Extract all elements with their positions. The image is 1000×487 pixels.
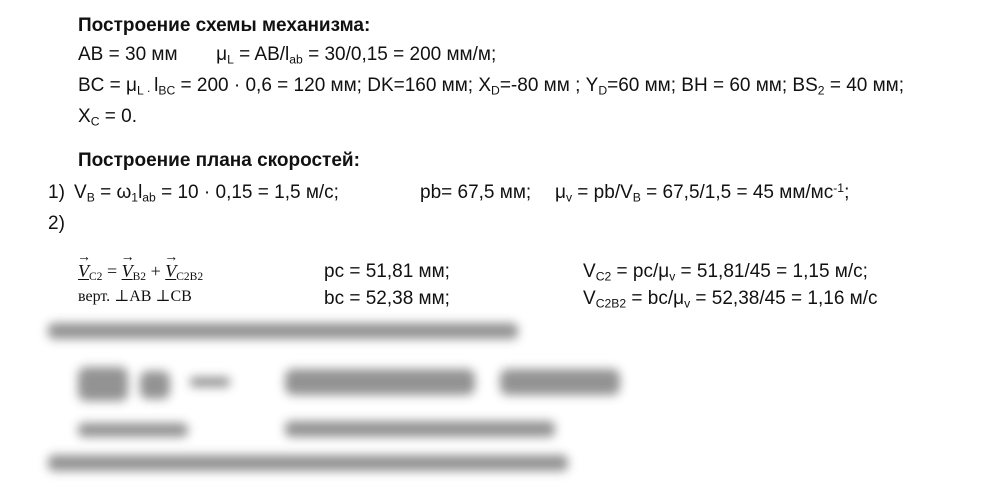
bc-mu: BC = μ bbox=[78, 75, 137, 96]
vector-directions: верт. ⊥AB ⊥CB bbox=[78, 288, 192, 305]
vc2-mu-sub: v bbox=[669, 269, 676, 284]
vb-rest: = 10 · 0,15 = 1,5 м/с; bbox=[155, 182, 339, 203]
item-1-vb bbox=[74, 182, 339, 205]
line-ab-mu-l bbox=[78, 44, 497, 67]
vc2-symbol: V bbox=[583, 261, 596, 282]
vector-equation bbox=[78, 261, 204, 284]
mu-v-rest: = 67,5/1,5 = 45 мм/мс bbox=[640, 182, 834, 203]
xd-sub: D bbox=[491, 83, 500, 98]
mu-l-sub: L bbox=[227, 52, 234, 67]
vc2b2-symbol: V bbox=[583, 288, 596, 309]
pb-value: pb= 67,5 мм; bbox=[420, 182, 532, 203]
vc2-formula bbox=[583, 261, 868, 284]
yd-sub: D bbox=[598, 83, 608, 98]
vc2-rest: = 51,81/45 = 1,15 м/с; bbox=[675, 261, 868, 282]
vec-vc2: → V bbox=[78, 262, 89, 280]
line-bc-parameters bbox=[78, 75, 905, 98]
bs-rest: = 40 мм; bbox=[824, 75, 905, 96]
vc2b2-eq: = bc/μ bbox=[626, 288, 685, 309]
vb-sub: B bbox=[86, 190, 95, 205]
lab-l: l bbox=[138, 182, 143, 203]
mu-v-sub: v bbox=[565, 190, 573, 205]
vc2b2-mu-sub: v bbox=[684, 296, 691, 311]
section-title-velocity-plan: Построение плана скоростей: bbox=[78, 150, 360, 171]
section-title-mechanism: Построение схемы механизма: bbox=[78, 15, 371, 36]
mu-v-sub2: B bbox=[632, 190, 641, 205]
mu-v-sup: -1 bbox=[833, 180, 845, 195]
vc2b2-rest: = 52,38/45 = 1,16 м/с bbox=[690, 288, 878, 309]
bc-mu-sub: L · bbox=[137, 83, 155, 98]
pc-value: pc = 51,81 мм; bbox=[324, 261, 450, 282]
omega-sub: 1 bbox=[131, 190, 139, 205]
bs-sub: 2 bbox=[817, 83, 825, 98]
item-2-number: 2) bbox=[48, 213, 65, 234]
vec-vc2b2: → V bbox=[165, 262, 176, 280]
mu-v-end: ; bbox=[844, 182, 850, 203]
mu-v-symbol: μ bbox=[555, 182, 566, 203]
mu-l-rest: = 30/0,15 = 200 мм/м; bbox=[302, 44, 497, 65]
vc2-sub: C2 bbox=[595, 269, 612, 284]
vb-symbol: V bbox=[74, 182, 87, 203]
vec-vc2-sub: C2 bbox=[89, 271, 103, 284]
blurred-content bbox=[0, 305, 1000, 487]
xc-symbol: X bbox=[78, 106, 91, 127]
item-1-number: 1) bbox=[48, 182, 65, 203]
vec-vb2-sub: B2 bbox=[132, 271, 147, 284]
vec-plus-sign: + bbox=[146, 261, 166, 281]
bc-value: bc = 52,38 мм; bbox=[324, 288, 450, 309]
vb-eq: = ω bbox=[94, 182, 132, 203]
xd-rest: =-80 мм ; Y bbox=[499, 75, 599, 96]
mu-v-eq: = pb/V bbox=[572, 182, 633, 203]
ab-value: AB = 30 мм bbox=[78, 44, 178, 65]
bc-l-sub: BC bbox=[158, 83, 176, 98]
line-xc bbox=[78, 106, 137, 129]
vc2b2-sub: C2B2 bbox=[595, 296, 627, 311]
bc-l: l bbox=[154, 75, 159, 96]
lab-l-sub: ab bbox=[142, 190, 156, 205]
vec-vc2b2-sub: C2B2 bbox=[176, 271, 204, 284]
vec-vb2: → V bbox=[122, 262, 133, 280]
xc-rest: = 0. bbox=[99, 106, 137, 127]
vec-eq-sign: = bbox=[102, 261, 122, 281]
yd-rest: =60 мм; BH = 60 мм; BS bbox=[607, 75, 818, 96]
lab-sub: ab bbox=[289, 52, 303, 67]
mu-v-formula bbox=[555, 180, 850, 205]
bc-rest: = 200 · 0,6 = 120 мм; DK=160 мм; X bbox=[175, 75, 492, 96]
mu-l-symbol: μ bbox=[216, 44, 228, 65]
vc2-eq: = pc/μ bbox=[611, 261, 670, 282]
mu-l-eq: = AB/l bbox=[233, 44, 290, 65]
xc-sub: C bbox=[90, 114, 100, 129]
